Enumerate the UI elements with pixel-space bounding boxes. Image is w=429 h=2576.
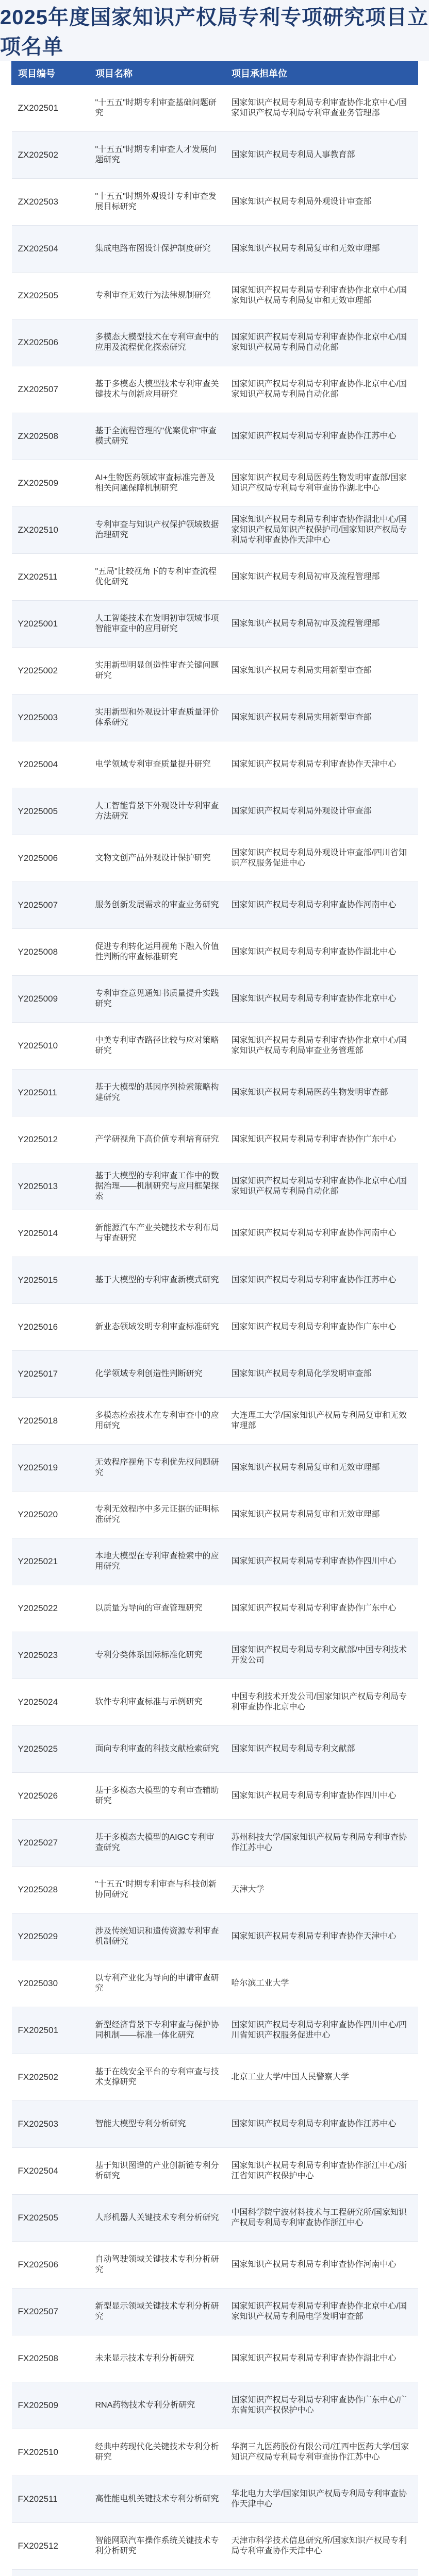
row-code: Y2025025 (12, 1726, 89, 1773)
row-code: ZX202503 (12, 179, 89, 226)
table-header (12, 61, 418, 85)
title-bar (0, 0, 429, 61)
row-code: FX202506 (12, 2242, 89, 2289)
row-code: Y2025021 (12, 1538, 89, 1585)
row-code: FX202509 (12, 2382, 89, 2429)
row-code: Y2025011 (12, 1070, 89, 1116)
row-name: 产学研视角下高价值专利培育研究 (89, 1116, 225, 1163)
row-unit: 国家知识产权局专利局专利审查协作天津中心 (225, 741, 418, 788)
row-unit: 国家知识产权局专利局专利审查协作广东中心 (225, 1304, 418, 1351)
row-name: 人工智能技术在发明初审领域事项智能审查中的应用研究 (89, 601, 225, 648)
row-name: 中美专利审查路径比较与应对策略研究 (89, 1023, 225, 1070)
row-name: AI+生物医药领域审查标准完善及相关问题保障机制研究 (89, 460, 225, 507)
table-row (12, 2289, 418, 2335)
row-code: Y2025022 (12, 1585, 89, 1632)
row-name: 基于大模型的专利审查工作中的数据治理——机制研究与应用框架探索 (89, 1163, 225, 1210)
table-row (12, 1585, 418, 1632)
row-unit: 国家知识产权局专利局专利审查协作四川中心 (225, 1538, 418, 1585)
row-name: 基于大模型的专利审查新模式研究 (89, 1257, 225, 1304)
row-unit: 大连理工大学/国家知识产权局专利局复审和无效审理部 (225, 1398, 418, 1445)
row-code: ZX202506 (12, 319, 89, 366)
table-row (12, 2382, 418, 2429)
row-code: Y2025015 (12, 1257, 89, 1304)
row-unit: 国家知识产权局专利局专利文献部/中国专利技术开发公司 (225, 1632, 418, 1679)
table-row (12, 1726, 418, 1773)
row-code (12, 2570, 89, 2576)
table-row (12, 1210, 418, 1257)
row-unit: 哈尔滨工业大学 (225, 1960, 418, 2007)
row-code: Y2025019 (12, 1445, 89, 1492)
table-row (12, 1116, 418, 1163)
row-name: 专利审查意见通知书质量提升实践研究 (89, 976, 225, 1023)
table-row (12, 835, 418, 882)
row-name: 基于多模态大模型技术专利审查关键技术与创新应用研究 (89, 366, 225, 413)
table-row (12, 601, 418, 648)
table-row (12, 2476, 418, 2523)
row-unit: 国家知识产权局专利局专利审查协作北京中心/国家知识产权局专利局专利审查业务管理部 (225, 85, 418, 132)
table-row (12, 273, 418, 319)
row-code: ZX202501 (12, 85, 89, 132)
row-unit: 苏州科技大学/国家知识产权局专利局专利审查协作江苏中心 (225, 1820, 418, 1867)
row-name: 专利无效程序中多元证据的证明标准研究 (89, 1492, 225, 1538)
row-code: ZX202510 (12, 507, 89, 554)
row-unit: 国家知识产权局专利局复审和无效审理部 (225, 1445, 418, 1492)
row-name: 经典中药现代化关键技术专利分析研究 (89, 2429, 225, 2476)
row-unit: 国家知识产权局专利局专利审查协作广东中心 (225, 1585, 418, 1632)
row-unit: 国家知识产权局专利局专利审查协作广东中心 (225, 1116, 418, 1163)
row-unit: 国家知识产权局专利局专利审查协作河南中心 (225, 2242, 418, 2289)
table-row (12, 2054, 418, 2101)
row-name: 涉及传统知识和遗传资源专利审查机制研究 (89, 1913, 225, 1960)
row-code: Y2025029 (12, 1913, 89, 1960)
table-row (12, 1023, 418, 1070)
row-code: Y2025009 (12, 976, 89, 1023)
row-code: ZX202504 (12, 226, 89, 273)
table-row (12, 2335, 418, 2382)
row-name: 新业态领域发明专利审查标准研究 (89, 1304, 225, 1351)
row-code: Y2025026 (12, 1773, 89, 1820)
row-unit: 天津大学 (225, 1867, 418, 1913)
row-code: ZX202502 (12, 132, 89, 179)
row-name: 以专利产业化为导向的申请审查研究 (89, 1960, 225, 2007)
row-name: 文物文创产品外观设计保护研究 (89, 835, 225, 882)
table-row (12, 1492, 418, 1538)
row-name: "十五五"时期专利审查与科技创新协同研究 (89, 1867, 225, 1913)
row-unit: 国家知识产权局专利局专利审查协作北京中心 (225, 976, 418, 1023)
row-name: 实用新型和外观设计审查质量评价体系研究 (89, 694, 225, 741)
row-name: 新能源汽车产业关键技术专利布局与审查研究 (89, 1210, 225, 1257)
table-row (12, 694, 418, 741)
row-code: Y2025002 (12, 648, 89, 694)
table-row (12, 1679, 418, 1726)
row-unit: 国家知识产权局专利局专利审查协作四川中心/四川省知识产权服务促进中心 (225, 2007, 418, 2054)
table-row (12, 2148, 418, 2195)
row-code: Y2025018 (12, 1398, 89, 1445)
row-code: FX202512 (12, 2523, 89, 2570)
row-name: 基于全流程管理的"优案优审"审查模式研究 (89, 413, 225, 460)
row-code: Y2025001 (12, 601, 89, 648)
row-code: ZX202507 (12, 366, 89, 413)
row-name: 实用新型明显创造性审查关键问题研究 (89, 648, 225, 694)
row-unit: 国家知识产权局专利局专利审查协作北京中心/国家知识产权局专利局复审和无效审理部 (225, 273, 418, 319)
table-row (12, 507, 418, 554)
row-code: Y2025006 (12, 835, 89, 882)
row-unit: 国家知识产权局专利局人事教育部 (225, 132, 418, 179)
row-name: 以质量为导向的审查管理研究 (89, 1585, 225, 1632)
table-row (12, 2242, 418, 2289)
row-unit: 国家知识产权局专利局初审及流程管理部 (225, 554, 418, 601)
row-unit: 国家知识产权局专利局实用新型审查部 (225, 648, 418, 694)
row-name: 新型经济背景下专利审查与保护协同机制——标准一体化研究 (89, 2007, 225, 2054)
table-row (12, 2429, 418, 2476)
row-code: Y2025030 (12, 1960, 89, 2007)
table-row (12, 1304, 418, 1351)
row-unit: 国家知识产权局专利局医药生物发明审查部 (225, 1070, 418, 1116)
row-name: 智能大模型专利分析研究 (89, 2101, 225, 2148)
row-unit: 国家知识产权局专利局专利审查协作四川中心 (225, 1773, 418, 1820)
row-code: Y2025017 (12, 1351, 89, 1398)
row-unit: 国家知识产权局专利局专利审查协作浙江中心/浙江省知识产权保护中心 (225, 2148, 418, 2195)
table-row (12, 1070, 418, 1116)
row-unit: 国家知识产权局专利局专利审查协作江苏中心 (225, 413, 418, 460)
row-unit: 国家知识产权局专利局专利审查协作天津中心 (225, 1913, 418, 1960)
column-header-unit: 项目承担单位 (225, 61, 418, 85)
table-row (12, 85, 418, 132)
row-code: FX202511 (12, 2476, 89, 2523)
row-name: "五局"比较视角下的专利审查流程优化研究 (89, 554, 225, 601)
row-unit: 国家知识产权局专利局医药生物发明审查部/国家知识产权局专利局专利审查协作湖北中心 (225, 460, 418, 507)
row-name: 化学领域专利创造性判断研究 (89, 1351, 225, 1398)
row-unit: 国家知识产权局专利局专利审查协作湖北中心 (225, 929, 418, 976)
table-row (12, 648, 418, 694)
row-name: 基于知识图谱的产业创新链专利分析研究 (89, 2148, 225, 2195)
row-name: 人形机器人关键技术专利分析研究 (89, 2195, 225, 2242)
row-name: 本地大模型在专利审查检索中的应用研究 (89, 1538, 225, 1585)
row-code: Y2025003 (12, 694, 89, 741)
row-name: 促进专利转化运用视角下融入价值性判断的审查标准研究 (89, 929, 225, 976)
table-row (12, 554, 418, 601)
table-row (12, 1867, 418, 1913)
row-name: 专利审查与知识产权保护领域数据治理研究 (89, 507, 225, 554)
row-unit: 国家知识产权局专利局专利审查协作江苏中心 (225, 1257, 418, 1304)
row-unit: 北京工业大学/中国人民警察大学 (225, 2054, 418, 2101)
row-code: FX202502 (12, 2054, 89, 2101)
row-name: 基于大模型的基因序列检索策略构建研究 (89, 1070, 225, 1116)
row-name: RNA药物技术专利分析研究 (89, 2382, 225, 2429)
row-unit: 国家知识产权局专利局实用新型审查部 (225, 694, 418, 741)
row-code: Y2025024 (12, 1679, 89, 1726)
row-code: Y2025012 (12, 1116, 89, 1163)
row-unit: 国家知识产权局专利局外观设计审查部 (225, 788, 418, 835)
header-row (12, 61, 418, 85)
row-code: FX202503 (12, 2101, 89, 2148)
row-name: "十五五"时期专利审查基础问题研究 (89, 85, 225, 132)
row-code: Y2025004 (12, 741, 89, 788)
row-name: 智能网联汽车操作系统关键技术专利分析研究 (89, 2523, 225, 2570)
row-name: 新型显示领域关键技术专利分析研究 (89, 2289, 225, 2335)
table-row (12, 179, 418, 226)
row-unit: 国家知识产权局专利局专利审查协作广东中心/广东省知识产权保护中心 (225, 2382, 418, 2429)
row-code: ZX202509 (12, 460, 89, 507)
row-name: 服务创新发展需求的审查业务研究 (89, 882, 225, 929)
row-unit: 国家知识产权局专利局专利审查协作湖北中心 (225, 2335, 418, 2382)
table-row (12, 1445, 418, 1492)
row-unit: 中国专利技术开发公司/国家知识产权局专利局专利审查协作北京中心 (225, 1679, 418, 1726)
row-unit: 国家知识产权局专利局专利审查协作河南中心 (225, 1210, 418, 1257)
row-name: 基于多模态大模型的专利审查辅助研究 (89, 1773, 225, 1820)
row-unit: 国家知识产权局专利局专利审查协作北京中心/国家知识产权局专利局自动化部 (225, 1163, 418, 1210)
row-unit: 国家知识产权局专利局专利审查协作湖北中心/国家知识产权局知识产权保护司/国家知识产权局专利局专利审查协作天津中心 (225, 507, 418, 554)
row-name (89, 2570, 225, 2576)
row-unit: 国家知识产权局专利局初审及流程管理部 (225, 601, 418, 648)
table-row (12, 1773, 418, 1820)
row-unit: 国家知识产权局专利局外观设计审查部 (225, 179, 418, 226)
row-unit: 国家知识产权局专利局专利审查协作江苏中心 (225, 2101, 418, 2148)
row-code: ZX202508 (12, 413, 89, 460)
table-row (12, 788, 418, 835)
row-code: FX202501 (12, 2007, 89, 2054)
row-unit: 国家知识产权局专利局外观设计审查部/四川省知识产权服务促进中心 (225, 835, 418, 882)
row-name: 集成电路布图设计保护制度研究 (89, 226, 225, 273)
row-unit: 国家知识产权局专利局化学发明审查部 (225, 1351, 418, 1398)
row-code: Y2025028 (12, 1867, 89, 1913)
row-name: 软件专利审查标准与示例研究 (89, 1679, 225, 1726)
row-unit: 国家知识产权局专利局复审和无效审理部 (225, 226, 418, 273)
row-name: 面向专利审查的科技文献检索研究 (89, 1726, 225, 1773)
row-unit: 天津市科学技术信息研究所/国家知识产权局专利局专利审查协作天津中心 (225, 2523, 418, 2570)
table-row (12, 1398, 418, 1445)
row-name: "十五五"时期外观设计专利审查发展目标研究 (89, 179, 225, 226)
column-header-code: 项目编号 (12, 61, 89, 85)
row-code: FX202505 (12, 2195, 89, 2242)
row-code: Y2025027 (12, 1820, 89, 1867)
row-unit: 国家知识产权局专利局专利审查协作北京中心/国家知识产权局专利局审查业务管理部 (225, 1023, 418, 1070)
row-code: Y2025016 (12, 1304, 89, 1351)
row-unit: 华润三九医药股份有限公司/江西中医药大学/国家知识产权局专利局专利审查协作江苏中心 (225, 2429, 418, 2476)
row-unit: 国家知识产权局专利局专利文献部 (225, 1726, 418, 1773)
row-name: 无效程序视角下专利优先权问题研究 (89, 1445, 225, 1492)
row-name: 专利审查无效行为法律规制研究 (89, 273, 225, 319)
table-row (12, 1632, 418, 1679)
row-name: 电学领域专利审查质量提升研究 (89, 741, 225, 788)
row-code: Y2025023 (12, 1632, 89, 1679)
row-name: 高性能电机关键技术专利分析研究 (89, 2476, 225, 2523)
row-name: 专利分类体系国际标准化研究 (89, 1632, 225, 1679)
table-row (12, 1257, 418, 1304)
table-wrap (0, 61, 429, 2576)
row-code: Y2025008 (12, 929, 89, 976)
row-name: "十五五"时期专利审查人才发展问题研究 (89, 132, 225, 179)
row-name: 基于在线安全平台的专利审查与技术支撑研究 (89, 2054, 225, 2101)
row-unit: 国家知识产权局专利局专利审查协作北京中心/国家知识产权局专利局自动化部 (225, 319, 418, 366)
table-row (12, 976, 418, 1023)
table-row (12, 2523, 418, 2570)
row-code: ZX202505 (12, 273, 89, 319)
row-code: FX202507 (12, 2289, 89, 2335)
table-row (12, 132, 418, 179)
project-table (11, 61, 418, 2576)
table-row (12, 319, 418, 366)
row-code: FX202508 (12, 2335, 89, 2382)
row-name: 人工智能背景下外观设计专利审查方法研究 (89, 788, 225, 835)
row-code: Y2025020 (12, 1492, 89, 1538)
row-unit: 中国科学院宁波材料技术与工程研究所/国家知识产权局专利局专利审查协作浙江中心 (225, 2195, 418, 2242)
table-row (12, 2195, 418, 2242)
table-row (12, 1538, 418, 1585)
row-unit: 国家知识产权局专利局复审和无效审理部 (225, 1492, 418, 1538)
row-name: 未来显示技术专利分析研究 (89, 2335, 225, 2382)
row-unit: 国家知识产权局专利局专利审查协作北京中心/国家知识产权局专利局自动化部 (225, 366, 418, 413)
table-row (12, 1913, 418, 1960)
row-unit (225, 2570, 418, 2576)
table-row (12, 1163, 418, 1210)
row-code: FX202510 (12, 2429, 89, 2476)
row-unit: 华北电力大学/国家知识产权局专利局专利审查协作天津中心 (225, 2476, 418, 2523)
row-code: FX202504 (12, 2148, 89, 2195)
table-row (12, 2101, 418, 2148)
table-row (12, 1960, 418, 2007)
row-code: Y2025005 (12, 788, 89, 835)
row-code: Y2025014 (12, 1210, 89, 1257)
table-row (12, 1820, 418, 1867)
row-unit: 国家知识产权局专利局专利审查协作河南中心 (225, 882, 418, 929)
table-row (12, 460, 418, 507)
row-name: 基于多模态大模型的AIGC专利审查研究 (89, 1820, 225, 1867)
row-code: Y2025013 (12, 1163, 89, 1210)
table-row (12, 2007, 418, 2054)
row-code: Y2025010 (12, 1023, 89, 1070)
table-row (12, 2570, 418, 2576)
table-row (12, 366, 418, 413)
table-row (12, 413, 418, 460)
table-row (12, 882, 418, 929)
table-row (12, 1351, 418, 1398)
column-header-name: 项目名称 (89, 61, 225, 85)
table-row (12, 929, 418, 976)
row-name: 多模态检索技术在专利审查中的应用研究 (89, 1398, 225, 1445)
row-code: Y2025007 (12, 882, 89, 929)
page-title: 2025年度国家知识产权局专利专项研究项目立项名单 (0, 6, 428, 58)
row-unit: 国家知识产权局专利局专利审查协作北京中心/国家知识产权局专利局电学发明审查部 (225, 2289, 418, 2335)
row-code: ZX202511 (12, 554, 89, 601)
row-name: 自动驾驶领域关键技术专利分析研究 (89, 2242, 225, 2289)
table-row (12, 741, 418, 788)
row-name: 多模态大模型技术在专利审查中的应用及流程优化探索研究 (89, 319, 225, 366)
table-body (12, 85, 418, 2576)
table-row (12, 226, 418, 273)
